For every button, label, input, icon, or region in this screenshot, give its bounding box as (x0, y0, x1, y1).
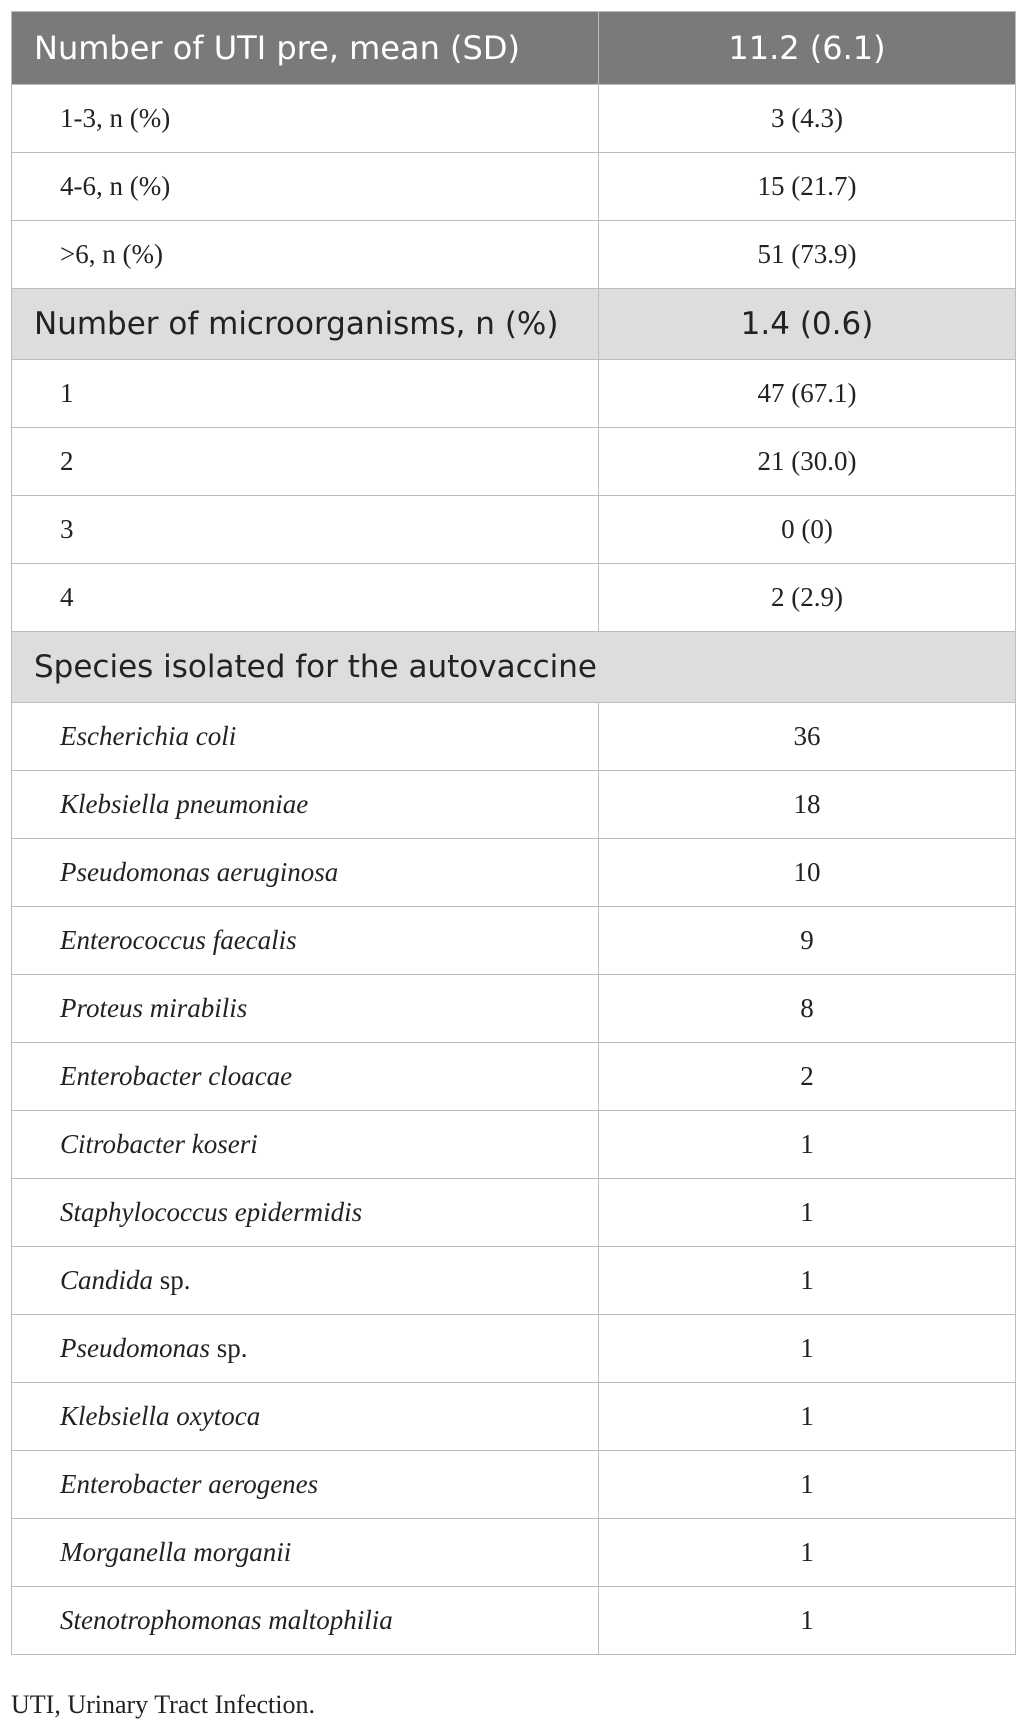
species-name: Pseudomonas (60, 1333, 210, 1363)
species-name: Enterococcus faecalis (60, 925, 297, 955)
table-row (12, 1315, 1016, 1383)
row-label: 1-3, n (%) (12, 85, 599, 153)
species-label (12, 1451, 599, 1519)
table-row (12, 564, 1016, 632)
species-name: Morganella morganii (60, 1537, 292, 1567)
table-row (12, 1383, 1016, 1451)
species-name: Staphylococcus epidermidis (60, 1197, 363, 1227)
species-label (12, 975, 599, 1043)
row-value: 1 (599, 1587, 1016, 1655)
species-label (12, 839, 599, 907)
species-name: Candida (60, 1265, 154, 1295)
row-value: 47 (67.1) (599, 360, 1016, 428)
table-row (12, 85, 1016, 153)
species-label (12, 1315, 599, 1383)
row-label: 3 (12, 496, 599, 564)
row-value: 1 (599, 1247, 1016, 1315)
data-table-container (11, 11, 1015, 1655)
table-row (12, 1519, 1016, 1587)
species-label (12, 1111, 599, 1179)
row-value: 36 (599, 703, 1016, 771)
row-value: 2 (2.9) (599, 564, 1016, 632)
row-value: 1 (599, 1383, 1016, 1451)
species-name: Proteus mirabilis (60, 993, 248, 1023)
table-row (12, 428, 1016, 496)
row-value: 3 (4.3) (599, 85, 1016, 153)
table-row (12, 221, 1016, 289)
table-row (12, 496, 1016, 564)
row-value: 21 (30.0) (599, 428, 1016, 496)
row-value: 1 (599, 1179, 1016, 1247)
species-suffix: sp. (210, 1333, 248, 1363)
species-name: Klebsiella oxytoca (60, 1401, 261, 1431)
table-row (12, 771, 1016, 839)
row-value: 2 (599, 1043, 1016, 1111)
section-value: 1.4 (0.6) (599, 289, 1016, 360)
row-value: 18 (599, 771, 1016, 839)
section-row-species (12, 632, 1016, 703)
row-value: 10 (599, 839, 1016, 907)
species-label (12, 1179, 599, 1247)
section-label: Number of microorganisms, n (%) (12, 289, 599, 360)
species-name: Stenotrophomonas maltophilia (60, 1605, 393, 1635)
row-value: 51 (73.9) (599, 221, 1016, 289)
table-row (12, 1247, 1016, 1315)
species-name: Citrobacter koseri (60, 1129, 258, 1159)
table-row (12, 153, 1016, 221)
species-name: Enterobacter cloacae (60, 1061, 293, 1091)
data-table (11, 11, 1016, 1655)
table-row (12, 703, 1016, 771)
species-label (12, 907, 599, 975)
table-row (12, 975, 1016, 1043)
row-label: 4 (12, 564, 599, 632)
row-value: 1 (599, 1451, 1016, 1519)
table-row (12, 1587, 1016, 1655)
row-label: 1 (12, 360, 599, 428)
header-label: Number of UTI pre, mean (SD) (12, 12, 599, 85)
species-name: Klebsiella pneumoniae (60, 789, 309, 819)
table-footnote: UTI, Urinary Tract Infection. (11, 1690, 315, 1719)
row-value: 0 (0) (599, 496, 1016, 564)
species-label (12, 771, 599, 839)
table-row (12, 907, 1016, 975)
row-value: 1 (599, 1315, 1016, 1383)
row-value: 1 (599, 1519, 1016, 1587)
species-label (12, 703, 599, 771)
section-row-microorganisms (12, 289, 1016, 360)
table-row (12, 839, 1016, 907)
species-label (12, 1043, 599, 1111)
row-value: 15 (21.7) (599, 153, 1016, 221)
table-row (12, 1179, 1016, 1247)
section-label: Species isolated for the autovaccine (12, 632, 1016, 703)
species-name: Enterobacter aerogenes (60, 1469, 319, 1499)
table-row (12, 1451, 1016, 1519)
species-suffix: sp. (153, 1265, 191, 1295)
species-name: Escherichia coli (60, 721, 237, 751)
row-label: 2 (12, 428, 599, 496)
species-name: Pseudomonas aeruginosa (60, 857, 339, 887)
row-label: 4-6, n (%) (12, 153, 599, 221)
species-label (12, 1247, 599, 1315)
row-value: 8 (599, 975, 1016, 1043)
species-label (12, 1383, 599, 1451)
species-label (12, 1587, 599, 1655)
row-value: 9 (599, 907, 1016, 975)
row-label: >6, n (%) (12, 221, 599, 289)
table-row (12, 1043, 1016, 1111)
table-row (12, 360, 1016, 428)
species-label (12, 1519, 599, 1587)
header-row-uti-pre (12, 12, 1016, 85)
header-value: 11.2 (6.1) (599, 12, 1016, 85)
table-row (12, 1111, 1016, 1179)
row-value: 1 (599, 1111, 1016, 1179)
